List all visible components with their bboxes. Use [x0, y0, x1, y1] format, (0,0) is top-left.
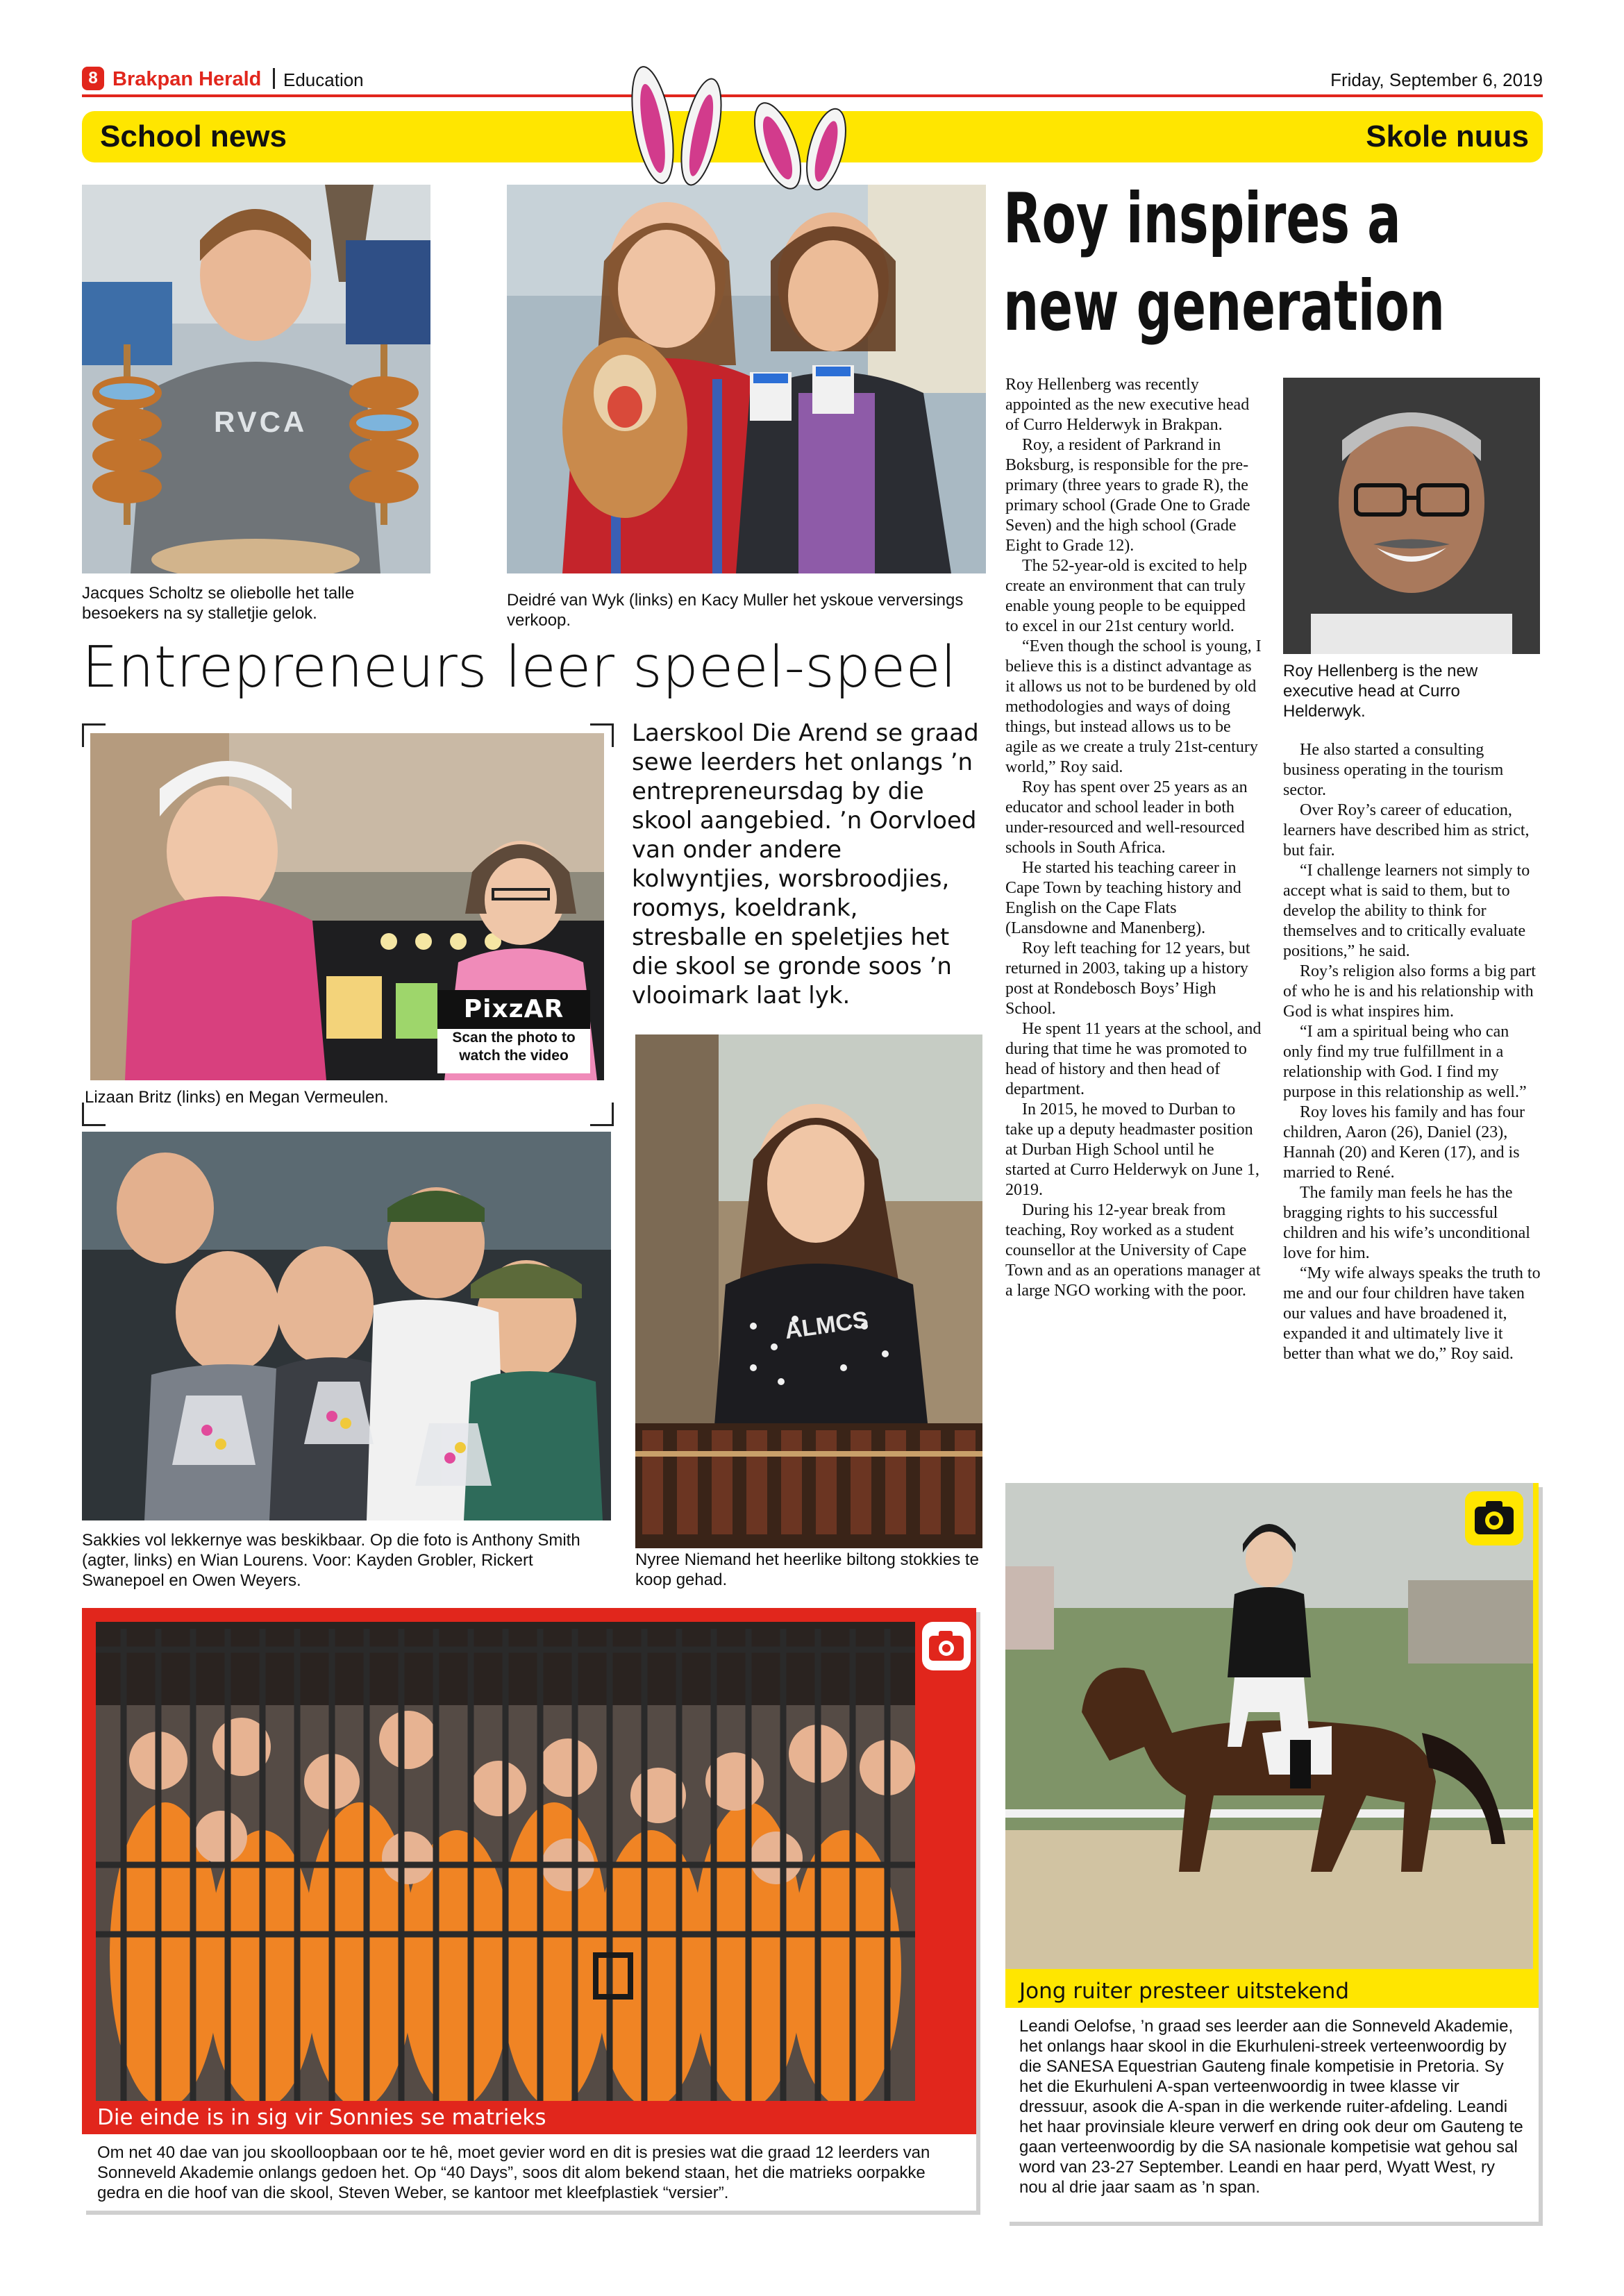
- page-number: 8: [88, 69, 98, 87]
- rider-title-bar: [1005, 1973, 1539, 2008]
- roy-para: “I am a spiritual being who can only find my true fulfillment in a relationship with God. I find my purpose in this relationship as well.”: [1283, 1023, 1527, 1101]
- roy-para: “I challenge learners not simply to accept what is said to them, but to develop the ability to think for themselves and to critically evaluate positions,” he said.: [1283, 862, 1530, 960]
- shirt-text: ALMCS: [782, 1306, 870, 1345]
- roy-para: He spent 11 years at the school, and during that time he was promoted to head of history and then head of department.: [1005, 1020, 1262, 1098]
- roy-para: Roy has spent over 25 years as an educator and school leader in both under-resourced and well-resourced schools in South Africa.: [1005, 778, 1248, 857]
- roy-para: “My wife always speaks the truth to me and our four children have taken our values and have broadened it, expanded it and ultimately live it better than what we do,” Roy said.: [1283, 1264, 1541, 1363]
- matrics-title: Die einde is in sig vir Sonnies se matrieks: [97, 2105, 546, 2130]
- roy-article-col2: [1283, 740, 1541, 1364]
- shirt-logo: RVCA: [214, 405, 308, 438]
- paper-name: Brakpan Herald: [112, 68, 262, 90]
- pixzar-badge[interactable]: [437, 990, 590, 1073]
- entrepreneurs-intro: Laerskool Die Arend se graad sewe leerders het onlangs ’n entrepreneursdag by die skool aangebied. ’n Oorvloed van onder andere kolwyntjies, worsbroodjies, roomys, koeldrank, stresballe en speletjies het die skool se gronde soos ’n vlooimark laat lyk.: [632, 719, 979, 1009]
- roy-para: During his 12-year break from teaching, Roy worked as a student counsellor at the University of Cape Town and as an operations manager at a large NGO working with the poor.: [1005, 1201, 1261, 1300]
- roy-para: Roy’s religion also forms a big part of who he is and his relationship with God is what inspires him.: [1283, 962, 1536, 1021]
- caption-sweet-bags: Sakkies vol lekkernye was beskikbaar. Op die foto is Anthony Smith (agter, links) en Wian Lourens. Voor: Kayden Grobler, Rickert Swanepoel en Owen Weyers.: [82, 1531, 580, 1590]
- roy-headline-line2: new generation: [1003, 265, 1446, 346]
- pixzar-line2: watch the video: [459, 1048, 569, 1064]
- photo-oliebolle-stall: [82, 185, 430, 573]
- photo-lizaan-megan: [90, 733, 604, 1080]
- photo-rider-horse: [1005, 1483, 1539, 1973]
- banner-right-title: Skole nuus: [1366, 119, 1529, 153]
- camera-icon: [922, 1622, 971, 1670]
- bunny-ears-overlay: [604, 66, 854, 191]
- photo-matrics-cage: [82, 1608, 976, 2101]
- roy-para: “Even though the school is young, I believe this is a distinct advantage as it allows us not to be burdened by old methodologies and ways of doing things, but instead allows us to be agile as we create a truly 21st-century world,” Roy said.: [1005, 637, 1262, 776]
- caption-oliebolle: Jacques Scholtz se oliebolle het talle besoekers na sy stalletjie gelok.: [82, 584, 355, 623]
- page-number-badge: [82, 67, 104, 90]
- photo-bunny-ears-girls: [507, 185, 986, 573]
- roy-para: Roy left teaching for 12 years, but returned in 2003, taking up a history post at Rondebosch Boys’ High School.: [1005, 939, 1250, 1018]
- roy-headline: [1003, 175, 1446, 350]
- roy-article-col1: [1005, 375, 1262, 1301]
- section-name: Education: [283, 69, 364, 90]
- roy-para: The 52-year-old is excited to help create an environment that can truly enable young people to be equipped to excel in our 21st century world.: [1005, 557, 1248, 635]
- caption-bunny-girls: Deidré van Wyk (links) en Kacy Muller het yskoue verversings verkoop.: [507, 591, 964, 630]
- roy-para: Over Roy’s career of education, learners have described him as strict, but fair.: [1283, 801, 1530, 860]
- camera-icon-badge: [1465, 1491, 1523, 1545]
- rider-feature: [1005, 1483, 1539, 2222]
- caption-lizaan-megan: Lizaan Britz (links) en Megan Vermeulen.: [85, 1088, 389, 1107]
- issue-date: Friday, September 6, 2019: [1330, 69, 1543, 90]
- photo-sweet-bags: [82, 1132, 611, 1520]
- caption-biltong: Nyree Niemand het heerlike biltong stokkies te koop gehad.: [635, 1550, 979, 1589]
- rider-body: Leandi Oelofse, ’n graad ses leerder aan die Sonneveld Akademie, het onlangs haar skool in die Ekurhuleni-streek verteenwoordig by die SANESA Equestrian Gauteng finale kompetisie in Pretoria. Sy het die Ekurhuleni A-span verteenwoordig in twee klasse vir dressuur, asook die A-span in die werkende ruiter-afdeling. Leandi het haar provinsiale kleure verwerf en dring ook deur om Gauteng te gaan verteenwoordig by die SA nasionale kompetisie wat gehou sal word van 23-27 September. Leandi en haar perd, Wyatt West, ry nou al drie jaar saam as ’n span.: [1019, 2017, 1523, 2197]
- roy-headline-line1: Roy inspires a: [1003, 178, 1401, 259]
- banner-left-title: School news: [100, 119, 287, 153]
- photo-roy-hellenberg: [1283, 378, 1540, 654]
- camera-icon: [1465, 1491, 1523, 1545]
- matrics-body: Om net 40 dae van jou skoolloopbaan oor te hê, moet gevier word en dit is presies wat die graad 12 leerders van Sonneveld Akademie onlangs gedoen het. Op “40 Days”, soos dit alom bekend staan, het die matrieks oorpakke gedra en die hoof van die skool, Steven Weber, se kantoor met kleefplastiek “versier”.: [97, 2143, 930, 2202]
- roy-para: He also started a consulting business operating in the tourism sector.: [1283, 741, 1504, 799]
- caption-roy: Roy Hellenberg is the new executive head at Curro Helderwyk.: [1283, 662, 1478, 721]
- pixzar-line1: Scan the photo to: [452, 1030, 576, 1046]
- camera-icon-badge: [922, 1622, 971, 1670]
- roy-para: He started his teaching career in Cape Town by teaching history and English on the Cape Flats (Lansdowne and Manenberg).: [1005, 859, 1241, 937]
- roy-para: The family man feels he has the bragging rights to his successful children and his wife’s unconditional love for him.: [1283, 1184, 1530, 1262]
- matrics-feature: [82, 1608, 976, 2211]
- roy-para: In 2015, he moved to Durban to take up a deputy headmaster position at Durban High School until he started at Curro Helderwyk on June 1, 2019.: [1005, 1100, 1259, 1199]
- entrepreneurs-headline: Entrepreneurs leer speel-speel: [82, 635, 957, 701]
- pixzar-logo: PixzAR: [437, 990, 590, 1029]
- rider-title: Jong ruiter presteer uitstekend: [1019, 1979, 1350, 2004]
- roy-para: Roy, a resident of Parkrand in Boksburg, is responsible for the pre-primary (three years to grade R), the primary school (Grade One to Grade Seven) and the high school (Grade Eight to Grade 12).: [1005, 436, 1250, 555]
- roy-para: Roy loves his family and has four children, Aaron (26), Daniel (23), Hannah (20) and Keren (17), and is married to René.: [1283, 1103, 1525, 1182]
- photo-biltong: [635, 1034, 982, 1548]
- matrics-title-bar: [82, 2101, 976, 2134]
- roy-para: Roy Hellenberg was recently appointed as the new executive head of Curro Helderwyk in Brakpan.: [1005, 376, 1250, 434]
- header-divider: [273, 68, 275, 89]
- corner-mark: [590, 1103, 614, 1126]
